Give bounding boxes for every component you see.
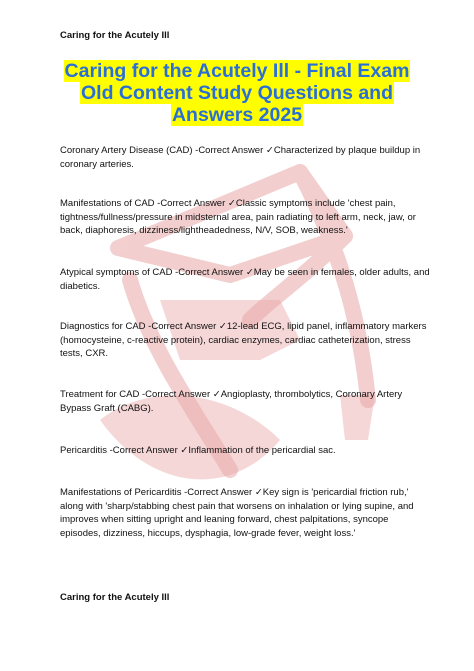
qa-term: Diagnostics for CAD <box>60 321 146 332</box>
qa-separator: -Correct Answer ✓ <box>145 321 227 332</box>
qa-separator: -Correct Answer ✓ <box>139 389 221 400</box>
qa-separator: -Correct Answer ✓ <box>172 267 254 278</box>
qa-item <box>60 320 430 361</box>
qa-answer: Classic symptoms include 'chest pain, tightness/fullness/pressure in midsternal area, pain radiating to left arm, neck, jaw, or back, diaphoresis, dizziness/lightheadedness, N/V, SOB, weakness.' <box>60 198 419 236</box>
qa-item <box>60 144 430 171</box>
qa-term: Coronary Artery Disease (CAD) <box>60 145 193 156</box>
qa-answer: 12-lead ECG, lipid panel, inflammatory markers (homocysteine, c-reactive protein), cardiac enzymes, cardiac catheterization, stress tests, CXR. <box>60 321 430 359</box>
qa-separator: -Correct Answer ✓ <box>192 145 274 156</box>
qa-term: Pericarditis <box>60 445 107 456</box>
qa-term: Atypical symptoms of CAD <box>60 267 173 278</box>
qa-item <box>60 266 433 293</box>
qa-item <box>60 486 430 540</box>
qa-separator: -Correct Answer ✓ <box>107 445 189 456</box>
page-header: Caring for the Acutely Ill <box>60 30 170 41</box>
qa-answer: May be seen in females, older adults, and diabetics. <box>60 267 433 292</box>
qa-answer: Angioplasty, thrombolytics, Coronary Artery Bypass Graft (CABG). <box>60 389 405 414</box>
qa-item <box>60 197 430 238</box>
qa-separator: -Correct Answer ✓ <box>154 198 236 209</box>
document-title: Caring for the Acutely Ill - Final Exam Old Content Study Questions and Answers 2025 <box>64 60 410 126</box>
qa-separator: -Correct Answer ✓ <box>181 487 263 498</box>
qa-term: Treatment for CAD <box>60 389 140 400</box>
qa-answer: Key sign is 'pericardial friction rub,' along with 'sharp/stabbing chest pain that worsens on inhalation or lying supine, and improves when sitting upright and leaning forward, chest palpitations, syncope episodes, dizziness, hiccups, dysphagia, low-grade fever, weight loss.' <box>60 487 417 539</box>
qa-answer: Inflammation of the pericardial sac. <box>188 445 336 456</box>
title-block <box>60 60 414 126</box>
qa-item <box>60 444 430 458</box>
qa-answer: Characterized by plaque buildup in coronary arteries. <box>60 145 423 170</box>
qa-term: Manifestations of Pericarditis <box>60 487 182 498</box>
page-footer: Caring for the Acutely Ill <box>60 592 170 603</box>
qa-term: Manifestations of CAD <box>60 198 155 209</box>
qa-item <box>60 388 430 415</box>
